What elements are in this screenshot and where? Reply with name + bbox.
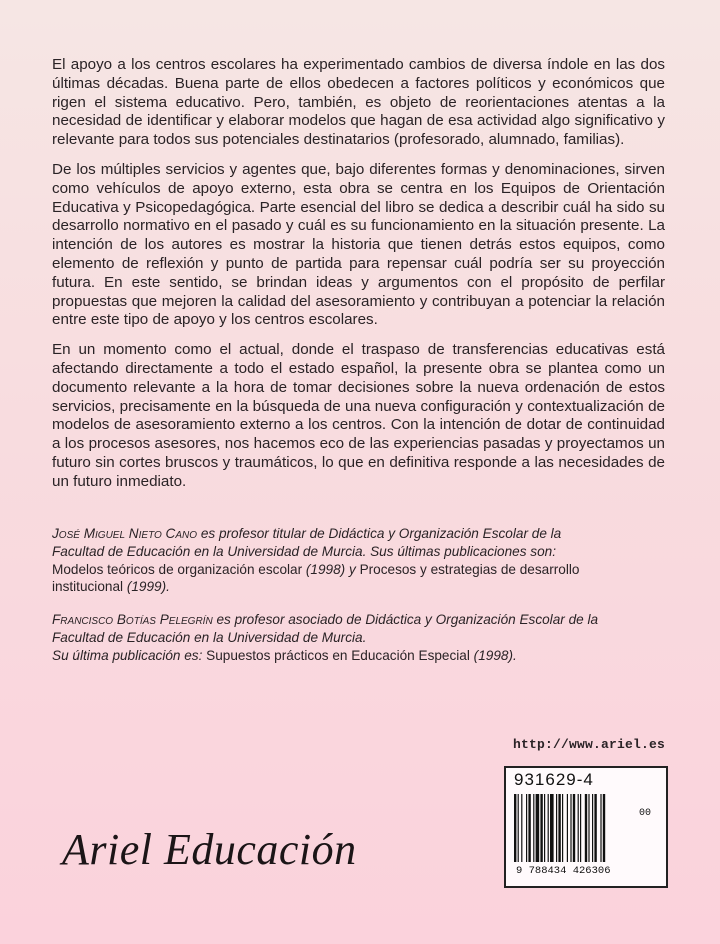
blurb-paragraph: De los múltiples servicios y agentes que, bajo diferentes formas y denominaciones, sirven como vehículos de apoyo externo, esta obra se centra en los Equipos de Orientación Educativa y Psicopedagógica. Parte esencial del libro se dedica a describir cuál ha sido su desarrollo normativo en el pasado y cuál es su funcionamiento en la situación presente. La intención de los autores es mostrar la historia que tienen detrás estos equipos, como elemento de reflexión y punto de partida para repensar cuál podría ser su proyección futura. En este sentido, se brindan ideas y argumentos con el propósito de perfilar propuestas que mejoren la calidad del asesoramiento y contribuyan a potenciar la relación entre este tipo de apoyo y los centros escolares. (52, 160, 665, 329)
author-bio-1 (52, 525, 612, 596)
isbn-short: 931629-4 (514, 770, 594, 789)
author-bio-text: es profesor asociado de Didáctica y Organización Escolar de la Facultad de Educación en la Universidad de Murcia. (52, 612, 599, 645)
book-title: Procesos y estrategias de desarrollo institucional (52, 561, 580, 595)
publisher-url[interactable]: http://www.ariel.es (513, 737, 666, 752)
barcode-bars-icon (514, 794, 638, 864)
book-year: (1999). (126, 579, 170, 595)
author-bio-text: es profesor titular de Didáctica y Organización Escolar de la Facultad de Educación en la Universidad de Murcia. Sus últimas publicaciones son: (52, 526, 562, 559)
isbn-barcode (504, 766, 668, 888)
blurb-paragraph: El apoyo a los centros escolares ha experimentado cambios de diversa índole en las dos últimas décadas. Buena parte de ellos obedecen a factores políticos y económicos que rigen el sistema educativo. Pero, también, es objeto de reorientaciones atentas a la necesidad de identificar y elaborar modelos que hagan de esa actividad algo significativo y relevante para todos sus potenciales destinatarios (profesorado, alumnado, familias). (52, 56, 665, 149)
book-title: Modelos teóricos de organización escolar (52, 561, 303, 577)
publication-intro: Su última publicación es: (52, 647, 203, 663)
barcode-digits: 9 788434 426306 (516, 865, 611, 877)
book-year: (1998) (305, 561, 346, 577)
author-name: José Miguel Nieto Cano (52, 526, 198, 541)
back-cover-blurb (52, 56, 665, 503)
barcode-addon: 00 (639, 808, 652, 819)
blurb-paragraph: En un momento como el actual, donde el traspaso de transferencias educativas está afectando directamente a todo el estado español, la presente obra se plantea como un documento relevante a la hora de tomar decisiones sobre la nueva ordenación de estos servicios, precisamente en la búsqueda de una nueva configuración y contextualización de modelos de asesoramiento externo a los centros. Con la intención de dotar de continuidad a los procesos asesores, nos hacemos eco de las experiencias pasadas y proyectamos un futuro sin cortes bruscos y traumáticos, lo que en definitiva responde a las necesidades de un futuro inmediato. (52, 341, 665, 490)
author-bio-2 (52, 611, 612, 664)
book-year: (1998). (473, 647, 517, 663)
publisher-logo: Ariel Educación (62, 825, 357, 874)
book-title: Supuestos prácticos en Educación Especial (206, 647, 470, 663)
joiner-text: y (345, 561, 360, 577)
author-name: Francisco Botías Pelegrín (52, 612, 213, 627)
